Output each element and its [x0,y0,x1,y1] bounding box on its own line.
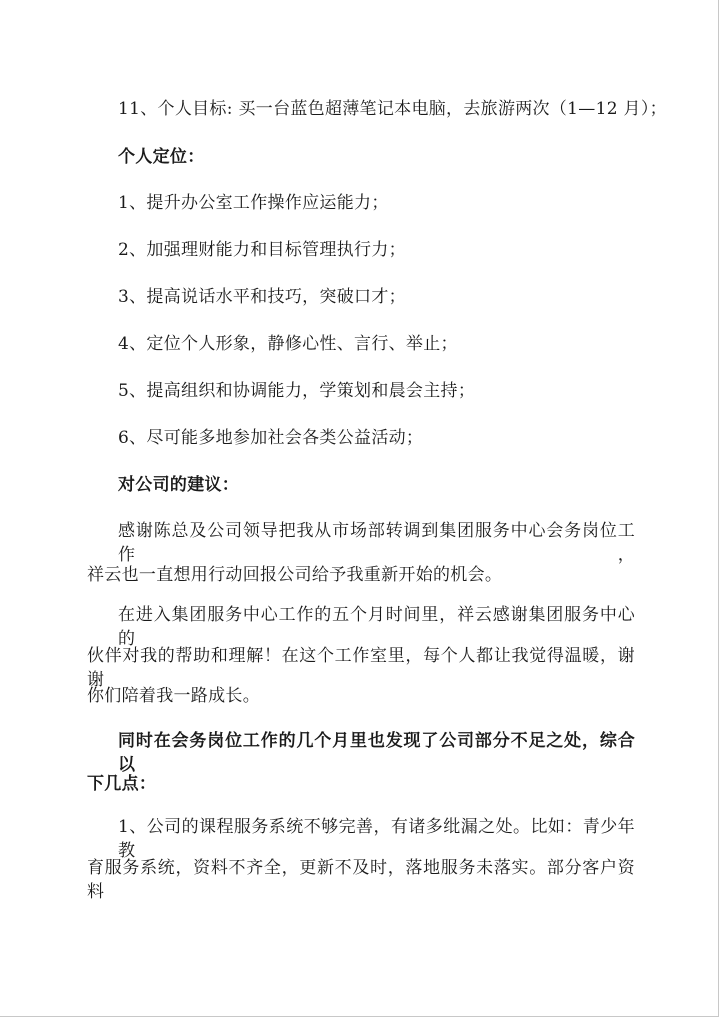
goal-line: 11、个人目标: 买一台蓝色超薄笔记本电脑，去旅游两次（1—12 月）； [118,99,667,119]
paragraph-line: 你们陪着我一路成长。 [87,686,260,706]
paragraph-line: 下几点： [87,774,157,794]
paragraph-line: 同时在会务岗位工作的几个月里也发现了公司部分不足之处，综合以 [118,731,635,775]
section-heading-suggestions: 对公司的建议： [118,475,240,495]
section-heading-positioning: 个人定位： [118,147,205,167]
list-item: 6、尽可能多地参加社会各类公益活动； [118,428,424,448]
list-item: 2、加强理财能力和目标管理执行力； [118,240,406,260]
paragraph-line: 育服务系统，资料不齐全，更新不及时，落地服务未落实。部分客户资料 [87,858,635,902]
list-item: 4、定位个人形象，静修心性、言行、举止； [118,334,458,354]
list-item: 3、提高说话水平和技巧，突破口才； [118,287,406,307]
paragraph-line: 感谢陈总及公司领导把我从市场部转调到集团服务中心会务岗位工作， [118,521,635,565]
paragraph-line: 祥云也一直想用行动回报公司给予我重新开始的机会。 [87,565,503,585]
paragraph-line: 在进入集团服务中心工作的五个月时间里，祥云感谢集团服务中心的 [118,605,635,649]
list-item: 1、提升办公室工作操作应运能力； [118,193,389,213]
paragraph-line: 伙伴对我的帮助和理解！在这个工作室里，每个人都让我觉得温暖，谢谢 [87,646,635,690]
list-item: 5、提高组织和协调能力，学策划和晨会主持； [118,381,476,401]
paragraph-line: 1、公司的课程服务系统不够完善，有诸多纰漏之处。比如：青少年教 [118,817,635,861]
